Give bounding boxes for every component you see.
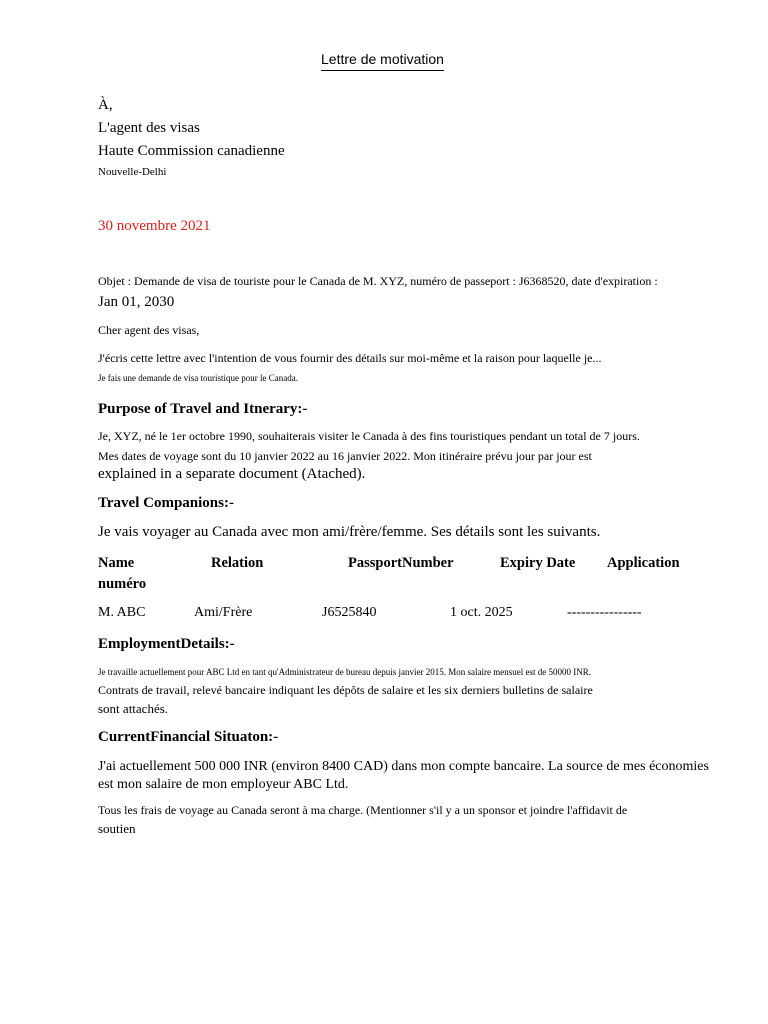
table-header-numero: numéro (98, 576, 147, 592)
recipient-line3: Nouvelle-Delhi (98, 166, 167, 178)
financial-line4: soutien (98, 821, 136, 836)
table-header-relation: Relation (211, 555, 264, 571)
employment-line1: Je travaille actuellement pour ABC Ltd en tant qu'Administrateur de bureau depuis janvier 2015. Mon salaire mensuel est de 50000 INR. (98, 667, 591, 677)
purpose-heading: Purpose of Travel and Itnerary:- (98, 401, 308, 417)
purpose-line3: explained in a separate document (Atached). (98, 466, 366, 482)
table-header-name: Name (98, 555, 135, 571)
recipient-to: À, (98, 97, 113, 113)
table-cell-relation: Ami/Frère (194, 605, 253, 620)
financial-line1: J'ai actuellement 500 000 INR (environ 8400 CAD) dans mon compte bancaire. La source de mes économies (98, 759, 709, 774)
employment-heading: EmploymentDetails:- (98, 636, 235, 652)
financial-line3: Tous les frais de voyage au Canada seront à ma charge. (Mentionner s'il y a un sponsor et joindre l'affidavit de (98, 803, 628, 817)
document-title: Lettre de motivation (321, 51, 444, 71)
subject-line1: Objet : Demande de visa de touriste pour le Canada de M. XYZ, numéro de passeport : J6368520, date d'expiration : (98, 274, 658, 288)
table-cell-application: ---------------- (567, 605, 642, 620)
table-header-application: Application (607, 555, 680, 571)
table-cell-name: M. ABC (98, 605, 146, 620)
recipient-line1: L'agent des visas (98, 120, 200, 136)
table-cell-passport: J6525840 (322, 605, 377, 620)
companions-heading: Travel Companions:- (98, 495, 234, 511)
letter-date: 30 novembre 2021 (98, 218, 211, 234)
table-cell-expiry: 1 oct. 2025 (450, 605, 513, 620)
greeting: Cher agent des visas, (98, 323, 200, 337)
recipient-line2: Haute Commission canadienne (98, 143, 285, 159)
table-header-expiry: Expiry Date (500, 555, 576, 571)
intro-line2: Je fais une demande de visa touristique pour le Canada. (98, 373, 298, 383)
table-header-passport: PassportNumber (348, 555, 454, 571)
companions-text: Je vais voyager au Canada avec mon ami/frère/femme. Ses détails sont les suivants. (98, 524, 601, 540)
purpose-line2: Mes dates de voyage sont du 10 janvier 2022 au 16 janvier 2022. Mon itinéraire prévu jour par jour est (98, 449, 592, 463)
subject-line2: Jan 01, 2030 (98, 294, 175, 310)
financial-line2: est mon salaire de mon employeur ABC Ltd. (98, 777, 349, 792)
intro-line1: J'écris cette lettre avec l'intention de vous fournir des détails sur moi-même et la raison pour laquelle je... (98, 351, 602, 365)
purpose-line1: Je, XYZ, né le 1er octobre 1990, souhaiterais visiter le Canada à des fins touristiques pendant un total de 7 jours. (98, 429, 640, 443)
financial-heading: CurrentFinancial Situaton:- (98, 729, 279, 745)
employment-line3: sont attachés. (98, 701, 169, 716)
employment-line2: Contrats de travail, relevé bancaire indiquant les dépôts de salaire et les six derniers bulletins de salaire (98, 683, 593, 697)
